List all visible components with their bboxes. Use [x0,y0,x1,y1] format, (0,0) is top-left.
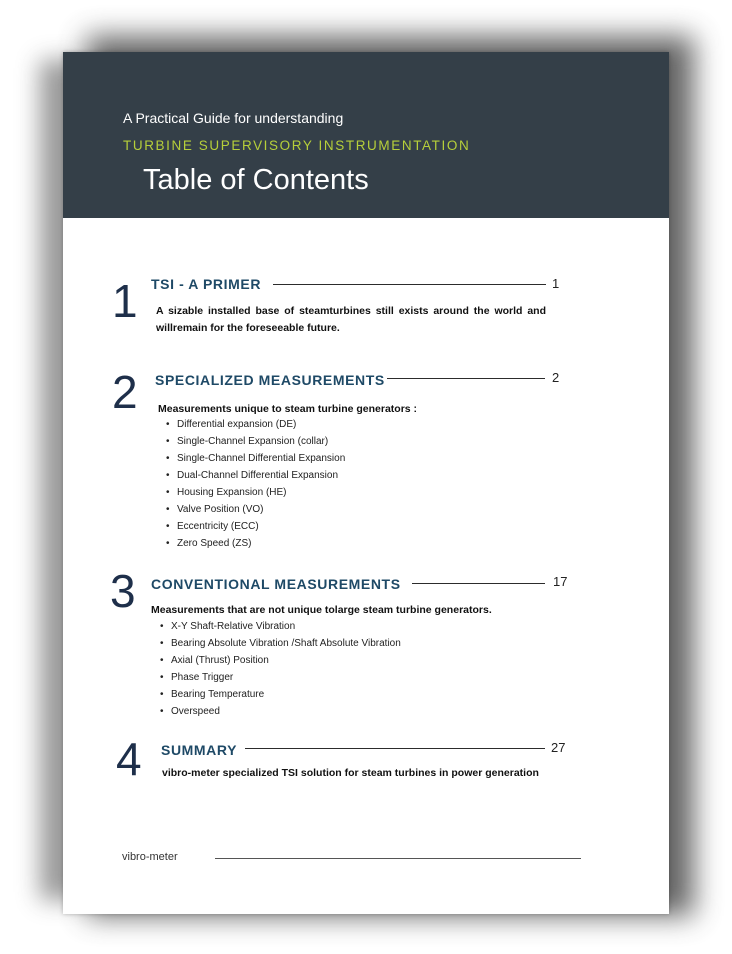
list-item: • Eccentricity (ECC) [165,518,345,535]
section-description: vibro-meter specialized TSI solution for steam turbines in power generation [162,767,539,779]
leader-line [245,748,545,749]
list-item: • Dual-Channel Differential Expansion [165,467,345,484]
section-page-number: 17 [553,574,568,589]
leader-line [387,378,545,379]
page-title: Table of Contents [143,164,369,196]
section-title[interactable]: CONVENTIONAL MEASUREMENTS [151,576,401,592]
list-item: • Overspeed [159,703,401,720]
list-item: • Single-Channel Differential Expansion [165,450,345,467]
footer-rule [215,858,581,859]
brand-name: vibro-meter [122,851,178,863]
list-item: • Bearing Absolute Vibration /Shaft Absolute Vibration [159,635,401,652]
list-item: • Phase Trigger [159,669,401,686]
section-description: Measurements that are not unique tolarge steam turbine generators. [151,604,492,616]
section-title[interactable]: TSI - A PRIMER [151,276,262,292]
measurement-list [165,416,345,552]
section-number: 3 [110,565,136,617]
leader-line [412,583,545,584]
section-number: 1 [112,275,138,327]
header-banner [63,52,669,218]
section-number: 4 [116,733,142,785]
section-description: A sizable installed base of steamturbines still exists around the world and willremain for the foreseeable future. [156,305,546,334]
section-description: Measurements unique to steam turbine generators : [158,403,418,415]
list-item: • Valve Position (VO) [165,501,345,518]
section-number: 2 [112,366,138,418]
list-item: • X-Y Shaft-Relative Vibration [159,618,401,635]
section-page-number: 2 [552,370,560,385]
list-item: • Housing Expansion (HE) [165,484,345,501]
guide-topic: TURBINE SUPERVISORY INSTRUMENTATION [123,138,471,153]
list-item: • Differential expansion (DE) [165,416,345,433]
list-item: • Zero Speed (ZS) [165,535,345,552]
section-title[interactable]: SUMMARY [161,742,238,758]
list-item: • Bearing Temperature [159,686,401,703]
leader-line [273,284,546,285]
list-item: • Single-Channel Expansion (collar) [165,433,345,450]
section-title[interactable]: SPECIALIZED MEASUREMENTS [155,372,385,388]
measurement-list [159,618,401,720]
guide-subtitle: A Practical Guide for understanding [123,110,344,126]
list-item: • Axial (Thrust) Position [159,652,401,669]
section-page-number: 1 [552,276,560,291]
document-page [63,52,669,914]
section-page-number: 27 [551,740,566,755]
